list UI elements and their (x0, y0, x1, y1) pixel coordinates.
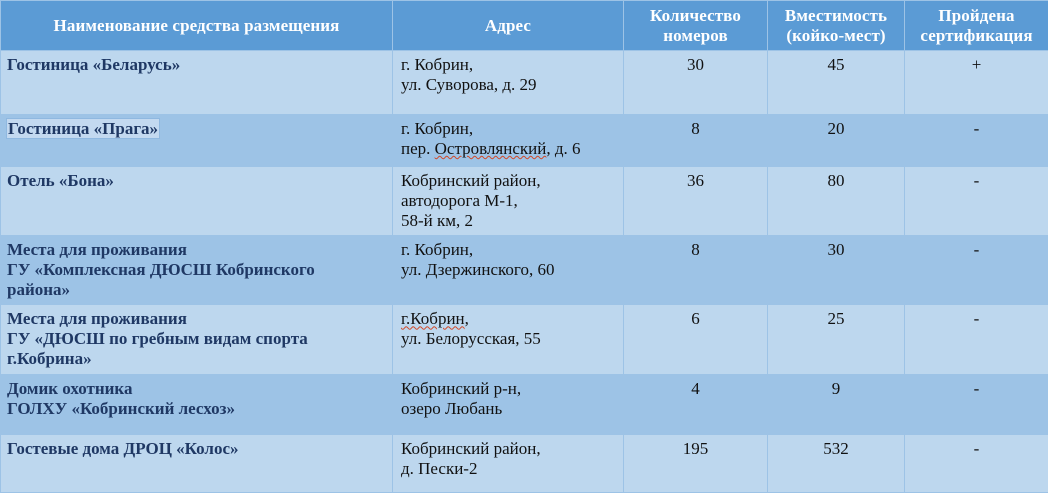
column-header-rooms: Количество номеров (624, 1, 768, 51)
cell-certification: - (905, 305, 1048, 374)
column-header-certification: Пройдена сертификация (905, 1, 1048, 51)
cell-certification: - (905, 374, 1048, 434)
cell-name: Гостиница «Прага» (1, 115, 393, 167)
table-row (1, 305, 1048, 374)
column-header-capacity: Вместимость (койко-мест) (768, 1, 905, 51)
cell-rooms: 36 (624, 167, 768, 236)
cell-address: Кобринский р-н, озеро Любань (393, 374, 624, 434)
cell-rooms: 195 (624, 434, 768, 492)
cell-name: Места для проживания ГУ «Комплексная ДЮСШ Кобринского района» (1, 236, 393, 305)
table-row (1, 434, 1048, 492)
table-row (1, 115, 1048, 167)
cell-certification: - (905, 115, 1048, 167)
table-row (1, 374, 1048, 434)
cell-address: г. Кобрин, пер. Островлянский, д. 6 (393, 115, 624, 167)
cell-rooms: 4 (624, 374, 768, 434)
cell-rooms: 6 (624, 305, 768, 374)
cell-certification: - (905, 434, 1048, 492)
cell-certification: - (905, 236, 1048, 305)
cell-address: г. Кобрин, ул. Дзержинского, 60 (393, 236, 624, 305)
cell-name: Домик охотника ГОЛХУ «Кобринский лесхоз» (1, 374, 393, 434)
cell-address: Кобринский район, д. Пески-2 (393, 434, 624, 492)
cell-capacity: 9 (768, 374, 905, 434)
cell-capacity: 20 (768, 115, 905, 167)
cell-address: Кобринский район, автодорога М-1, 58-й км, 2 (393, 167, 624, 236)
cell-capacity: 25 (768, 305, 905, 374)
table-body (1, 51, 1048, 492)
cell-rooms: 30 (624, 51, 768, 115)
column-header-name: Наименование средства размещения (1, 1, 393, 51)
table-row (1, 51, 1048, 115)
misspelled-word: Островлянский (435, 139, 547, 158)
cell-rooms: 8 (624, 115, 768, 167)
header-row (1, 1, 1048, 51)
cell-name: Гостевые дома ДРОЦ «Колос» (1, 434, 393, 492)
cell-capacity: 30 (768, 236, 905, 305)
table-row (1, 167, 1048, 236)
column-header-address: Адрес (393, 1, 624, 51)
cell-name: Гостиница «Беларусь» (1, 51, 393, 115)
cell-address: г.Кобрин, ул. Белорусская, 55 (393, 305, 624, 374)
cell-rooms: 8 (624, 236, 768, 305)
cell-capacity: 45 (768, 51, 905, 115)
cell-capacity: 80 (768, 167, 905, 236)
cell-certification: + (905, 51, 1048, 115)
cell-name: Отель «Бона» (1, 167, 393, 236)
cell-certification: - (905, 167, 1048, 236)
misspelled-word: г.Кобрин (401, 309, 465, 328)
cell-capacity: 532 (768, 434, 905, 492)
cell-address: г. Кобрин, ул. Суворова, д. 29 (393, 51, 624, 115)
table-row (1, 236, 1048, 305)
cell-name: Места для проживания ГУ «ДЮСШ по гребным видам спорта г.Кобрина» (1, 305, 393, 374)
table-header (1, 1, 1048, 51)
